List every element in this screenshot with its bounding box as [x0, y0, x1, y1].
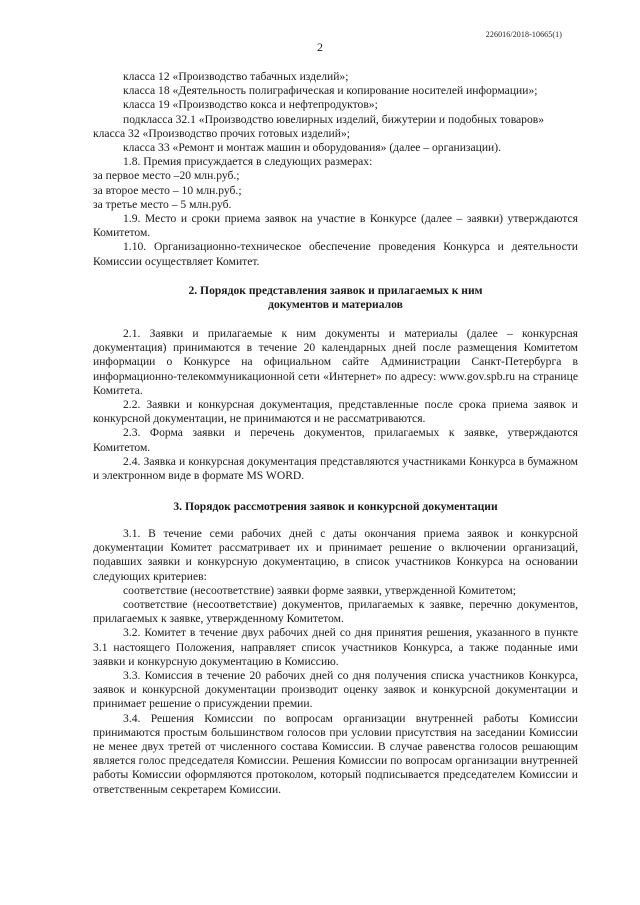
paragraph-1-9: 1.9. Место и сроки приема заявок на участие в Конкурсе (далее – заявки) утверждаются Комитетом. [93, 212, 578, 240]
paragraph-3-4: 3.4. Решения Комиссии по вопросам организации внутренней работы Комиссии принимаются простым большинством голосов при условии присутствия на заседании Комиссии не менее двух третей от численного состава Комиссии. В случае равенства голосов решающим является голос председателя Комиссии. Решения Комиссии по вопросам организации внутренней работы Комиссии оформляются протоколом, который подписывается председателем Комиссии и ответственным секретарем Комиссии. [93, 711, 578, 796]
paragraph-2-3: 2.3. Форма заявки и перечень документов, прилагаемых к заявке, утверждаются Комитетом. [93, 426, 578, 454]
criterion-item: соответствие (несоответствие) документов, прилагаемых к заявке, перечню документов, прилагаемых к заявке, утвержденному Комитетом. [93, 598, 578, 626]
section-3-title: 3. Порядок рассмотрения заявок и конкурсной документации [173, 500, 498, 513]
paragraph-1-10: 1.10. Организационно-техническое обеспечение проведения Конкурса и деятельности Комиссии осуществляет Комитет. [93, 240, 578, 268]
paragraph-2-1: 2.1. Заявки и прилагаемые к ним документы и материалы (далее – конкурсная документация) принимаются в течение 20 календарных дней после размещения Комитетом информации о Конкурсе на официальном сайте Администрации Санкт-Петербурга в информационно-телекоммуникационной сети «Интернет» по адресу: www.gov.spb.ru на странице Комитета. [93, 327, 578, 397]
paragraph-2-2: 2.2. Заявки и конкурсная документация, представленные после срока приема заявок и конкурсной документации, не принимаются и не рассматриваются. [93, 398, 578, 426]
prize-item: за первое место –20 млн.руб.; [93, 169, 240, 183]
list-item: класса 19 «Производство кокса и нефтепродуктов»; [123, 98, 378, 112]
section-2-title-line2: документов и материалов [268, 298, 403, 312]
section-3-body [93, 527, 578, 797]
document-reference: 226016/2018-10665(1) [485, 30, 562, 39]
section-2-body [93, 327, 578, 483]
class-list [93, 70, 578, 269]
section-2-heading [93, 284, 578, 312]
paragraph-1-8: 1.8. Премия присуждается в следующих размерах: [123, 155, 373, 169]
page-number: 2 [317, 40, 323, 54]
paragraph-3-1: 3.1. В течение семи рабочих дней с даты окончания приема заявок и конкурсной документации Комитет рассматривает их и принимает решение о включении организаций, подавших заявки и конкурсную документацию, в список участников Конкурса на основании следующих критериев: [93, 527, 578, 583]
section-3-heading [93, 500, 578, 514]
criterion-item: соответствие (несоответствие) заявки форме заявки, утвержденной Комитетом; [123, 583, 516, 597]
paragraph-3-2: 3.2. Комитет в течение двух рабочих дней со дня принятия решения, указанного в пункте 3.1 настоящего Положения, направляет список участников Конкурса, а также поданные ими заявки и конкурсную документацию в Комиссию. [93, 626, 578, 668]
list-item: класса 12 «Производство табачных изделий»; [123, 70, 349, 83]
section-2-title-line1: 2. Порядок представления заявок и прилагаемых к ним [188, 284, 483, 297]
prize-item: за второе место – 10 млн.руб.; [93, 183, 242, 197]
paragraph-2-4: 2.4. Заявка и конкурсная документация представляются участниками Конкурса в бумажном и электронном виде в формате MS WORD. [93, 454, 578, 483]
list-item: класса 32 «Производство прочих готовых изделий»; [93, 126, 350, 140]
list-item: класса 18 «Деятельность полиграфическая и копирование носителей информации»; [123, 84, 538, 98]
list-item: класса 33 «Ремонт и монтаж машин и оборудования» (далее – организации). [123, 141, 502, 155]
prize-item: за третье место – 5 млн.руб. [93, 197, 232, 211]
list-item: подкласса 32.1 «Производство ювелирных изделий, бижутерии и подобных товаров» [123, 112, 545, 126]
paragraph-3-3: 3.3. Комиссия в течение 20 рабочих дней со дня получения списка участников Конкурса, заявок и конкурсной документации производит оценку заявок и конкурсной документации и принимает решение о присуждении премии. [93, 669, 578, 711]
